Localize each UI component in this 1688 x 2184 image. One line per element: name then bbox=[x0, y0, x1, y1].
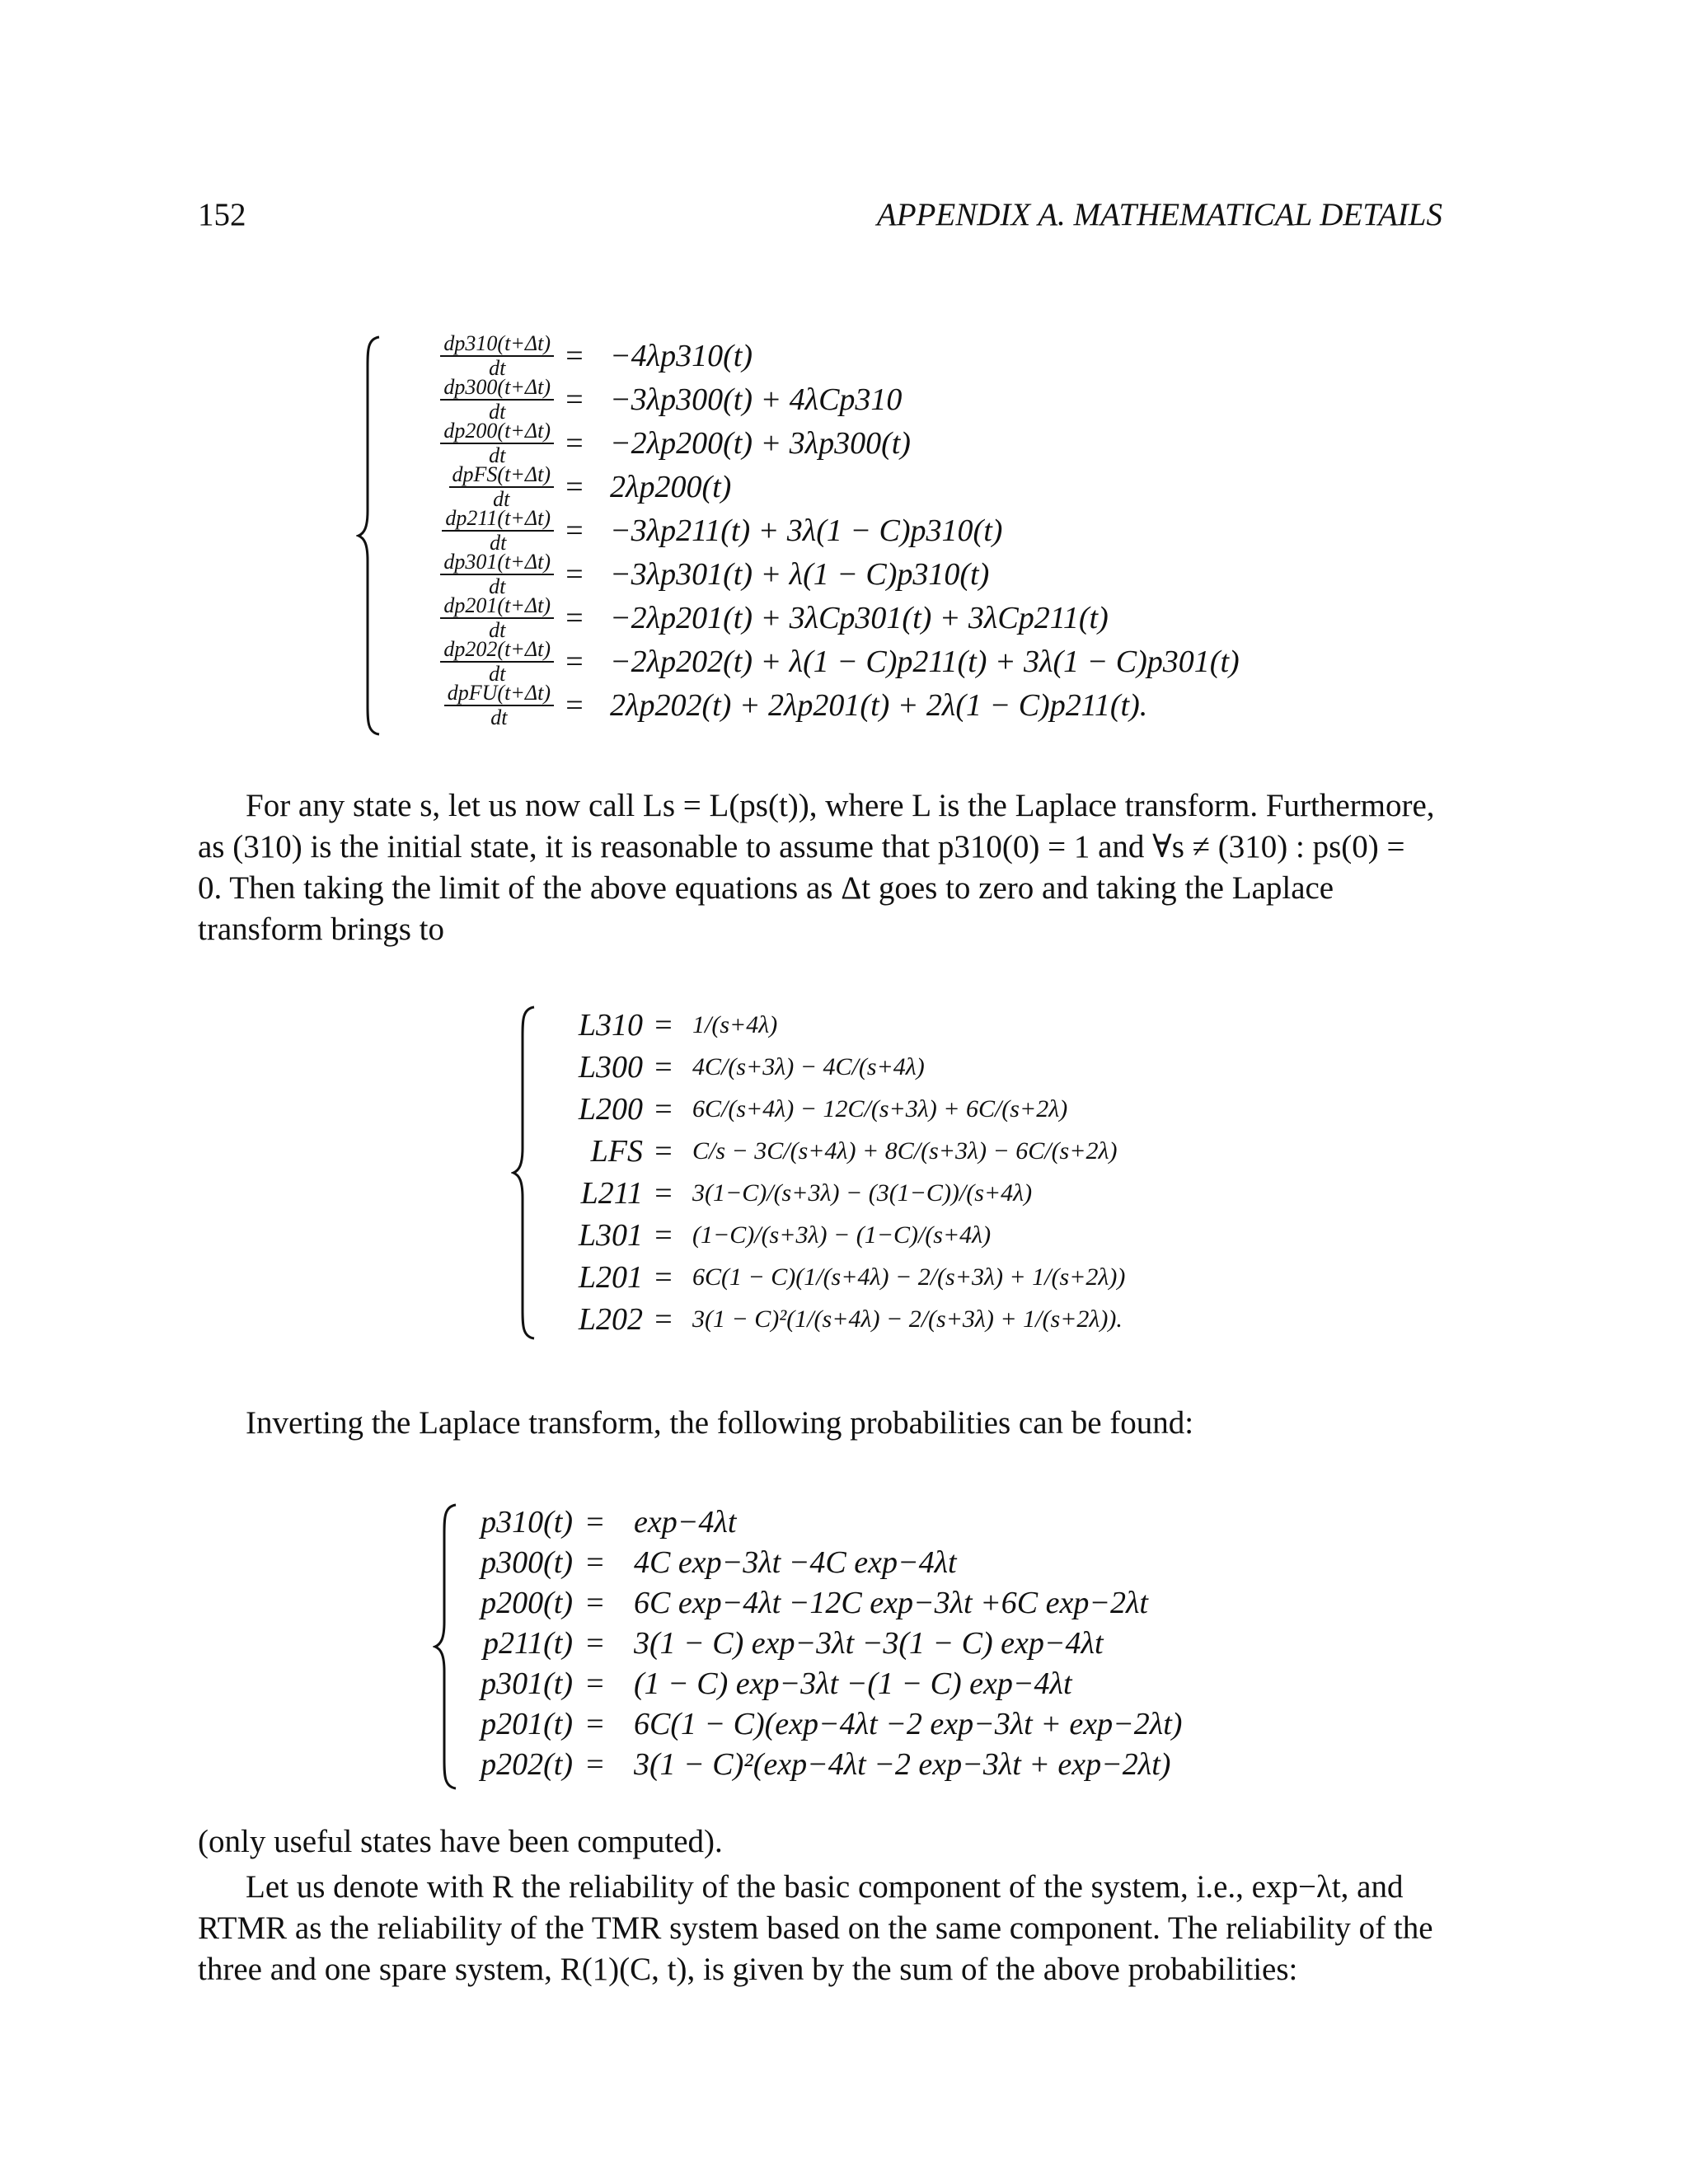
fraction-denominator: dt bbox=[489, 355, 506, 380]
equals-sign: = bbox=[654, 1217, 673, 1253]
equals-sign: = bbox=[654, 1259, 673, 1295]
equals-sign: = bbox=[654, 1007, 673, 1043]
equation-row bbox=[511, 1130, 1187, 1172]
equals-sign: = bbox=[565, 513, 584, 548]
equals-sign: = bbox=[586, 1544, 604, 1580]
equation-lhs bbox=[466, 1663, 573, 1704]
derivative-fraction bbox=[440, 594, 554, 641]
equation-row bbox=[356, 375, 1345, 424]
equation-row bbox=[433, 1744, 1257, 1784]
equation-lhs bbox=[389, 462, 554, 511]
equation-lhs-text: p201(t) bbox=[481, 1706, 573, 1741]
equation-rhs: −3λp211(t) + 3λ(1 − C)p310(t) bbox=[610, 513, 1003, 548]
equation-lhs bbox=[466, 1542, 573, 1582]
equation-row bbox=[511, 1214, 1187, 1256]
equation-row bbox=[511, 1256, 1187, 1298]
equation-system-2 bbox=[511, 1004, 1187, 1350]
text-line: RTMR as the reliability of the TMR system based on the same component. The reliability of the bbox=[198, 1910, 1433, 1946]
equals-sign: = bbox=[565, 425, 584, 461]
equation-row bbox=[433, 1663, 1257, 1704]
equation-row bbox=[511, 1046, 1187, 1088]
paragraph-inverting: Inverting the Laplace transform, the following probabilities can be found: bbox=[246, 1405, 1194, 1441]
equation-lhs bbox=[389, 421, 554, 465]
equation-rhs: −4λp310(t) bbox=[610, 338, 753, 373]
equation-lhs-text: p202(t) bbox=[481, 1746, 573, 1782]
page-number: 152 bbox=[198, 197, 246, 232]
equation-lhs bbox=[466, 1502, 573, 1542]
equation-rhs: −2λp202(t) + λ(1 − C)p211(t) + 3λ(1 − C)p301(t) bbox=[610, 644, 1240, 679]
equals-sign: = bbox=[654, 1049, 673, 1085]
fraction-denominator: dt bbox=[489, 574, 506, 598]
derivative-fraction bbox=[440, 332, 554, 379]
fraction-denominator: dt bbox=[489, 661, 506, 686]
equation-rhs: −3λp300(t) + 4λCp310 bbox=[610, 382, 903, 417]
fraction-numerator: dp202(t+Δt) bbox=[440, 638, 554, 662]
fraction-numerator: dp200(t+Δt) bbox=[440, 419, 554, 443]
equation-lhs-text: L300 bbox=[578, 1049, 643, 1085]
equals-sign: = bbox=[586, 1746, 604, 1782]
equals-sign: = bbox=[654, 1301, 673, 1337]
equation-rhs: (1−C)/(s+3λ) − (1−C)/(s+4λ) bbox=[692, 1221, 992, 1249]
derivative-fraction bbox=[440, 376, 554, 423]
equation-row bbox=[356, 683, 1345, 727]
equation-rhs: −2λp201(t) + 3λCp301(t) + 3λCp211(t) bbox=[610, 600, 1109, 635]
equation-row bbox=[511, 1004, 1187, 1046]
equation-row bbox=[511, 1088, 1187, 1130]
fraction-numerator: dpFU(t+Δt) bbox=[444, 682, 554, 705]
equation-rhs: 1/(s+4λ) bbox=[692, 1010, 778, 1038]
equation-lhs bbox=[544, 1298, 643, 1340]
fraction-numerator: dp300(t+Δt) bbox=[440, 376, 554, 400]
fraction-denominator: dt bbox=[490, 705, 508, 729]
text-line: transform brings to bbox=[198, 912, 444, 947]
equation-row bbox=[433, 1502, 1257, 1542]
equation-lhs-text: p310(t) bbox=[481, 1504, 573, 1540]
fraction-denominator: dt bbox=[489, 617, 506, 642]
fraction-numerator: dp301(t+Δt) bbox=[440, 551, 554, 574]
equation-rhs: 2λp200(t) bbox=[610, 469, 732, 504]
equation-lhs-text: L200 bbox=[578, 1091, 643, 1127]
equation-rhs: 6C/(s+4λ) − 12C/(s+3λ) + 6C/(s+2λ) bbox=[692, 1094, 1068, 1122]
equation-rhs: C/s − 3C/(s+4λ) + 8C/(s+3λ) − 6C/(s+2λ) bbox=[692, 1137, 1118, 1165]
equation-rhs: −3λp301(t) + λ(1 − C)p310(t) bbox=[610, 556, 990, 592]
equation-row bbox=[356, 593, 1345, 642]
paragraph-laplace-intro bbox=[198, 785, 1444, 950]
equation-row bbox=[511, 1172, 1187, 1214]
equation-rhs: 3(1 − C)²(1/(s+4λ) − 2/(s+3λ) + 1/(s+2λ)). bbox=[692, 1305, 1123, 1333]
equation-lhs-text: p300(t) bbox=[481, 1544, 573, 1580]
text-line: 0. Then taking the limit of the above equations as Δt goes to zero and taking the Laplace bbox=[198, 870, 1334, 906]
equation-lhs bbox=[544, 1214, 643, 1256]
equation-lhs-text: L201 bbox=[578, 1259, 643, 1295]
equation-lhs bbox=[544, 1046, 643, 1088]
equals-sign: = bbox=[586, 1504, 604, 1540]
equation-lhs-text: L211 bbox=[580, 1175, 643, 1211]
equation-row bbox=[356, 637, 1345, 686]
equation-lhs-text: p200(t) bbox=[481, 1585, 573, 1620]
equation-lhs bbox=[389, 506, 554, 555]
equation-lhs bbox=[389, 683, 554, 727]
equation-rhs: (1 − C) exp−3λt −(1 − C) exp−4λt bbox=[634, 1666, 1072, 1701]
equation-row bbox=[433, 1623, 1257, 1663]
equation-row bbox=[433, 1704, 1257, 1744]
derivative-fraction bbox=[449, 463, 554, 510]
equation-rhs: exp−4λt bbox=[634, 1504, 737, 1540]
equation-rhs: 6C(1 − C)(exp−4λt −2 exp−3λt + exp−2λt) bbox=[634, 1706, 1183, 1741]
equation-lhs-text: p211(t) bbox=[482, 1625, 573, 1661]
equals-sign: = bbox=[654, 1091, 673, 1127]
running-header: APPENDIX A. MATHEMATICAL DETAILS bbox=[876, 197, 1442, 232]
equation-lhs-text: LFS bbox=[590, 1133, 643, 1169]
equals-sign: = bbox=[586, 1666, 604, 1701]
equation-lhs-text: p301(t) bbox=[481, 1666, 573, 1701]
text-line: three and one spare system, R(1)(C, t), is given by the sum of the above probabilities: bbox=[198, 1952, 1298, 1987]
equals-sign: = bbox=[565, 382, 584, 417]
equation-row bbox=[433, 1542, 1257, 1582]
equation-rhs: 6C exp−4λt −12C exp−3λt +6C exp−2λt bbox=[634, 1585, 1148, 1620]
equation-rhs: 3(1 − C)²(exp−4λt −2 exp−3λt + exp−2λt) bbox=[634, 1746, 1171, 1782]
equation-lhs-text: L301 bbox=[578, 1217, 643, 1253]
equation-lhs bbox=[389, 552, 554, 596]
equation-lhs-text: L310 bbox=[578, 1007, 643, 1043]
equation-row bbox=[356, 506, 1345, 555]
equation-lhs bbox=[389, 331, 554, 380]
equals-sign: = bbox=[586, 1706, 604, 1741]
equation-system-3 bbox=[433, 1502, 1257, 1798]
equals-sign: = bbox=[565, 469, 584, 504]
equation-system-1 bbox=[356, 331, 1345, 746]
equation-row bbox=[356, 421, 1345, 465]
equation-rhs: 6C(1 − C)(1/(s+4λ) − 2/(s+3λ) + 1/(s+2λ)) bbox=[692, 1263, 1126, 1291]
fraction-numerator: dp201(t+Δt) bbox=[440, 594, 554, 618]
text-line: as (310) is the initial state, it is reasonable to assume that p310(0) = 1 and ∀s ≠ (310) : ps(0) = bbox=[198, 829, 1405, 865]
equals-sign: = bbox=[586, 1625, 604, 1661]
equation-rhs: 2λp202(t) + 2λp201(t) + 2λ(1 − C)p211(t). bbox=[610, 687, 1148, 723]
equation-lhs bbox=[466, 1582, 573, 1623]
paragraph-reliability bbox=[198, 1867, 1444, 1990]
equation-lhs bbox=[466, 1744, 573, 1784]
equals-sign: = bbox=[565, 644, 584, 679]
equation-lhs bbox=[544, 1130, 643, 1172]
equation-lhs bbox=[389, 637, 554, 686]
text-line: Let us denote with R the reliability of the basic component of the system, i.e., exp−λt, and bbox=[246, 1869, 1404, 1905]
equation-lhs bbox=[544, 1088, 643, 1130]
text-line: For any state s, let us now call Ls = L(ps(t)), where L is the Laplace transform. Furthermore, bbox=[246, 788, 1435, 823]
equals-sign: = bbox=[565, 338, 584, 373]
equation-lhs bbox=[544, 1004, 643, 1046]
equation-lhs bbox=[544, 1256, 643, 1298]
equals-sign: = bbox=[565, 687, 584, 723]
equation-lhs bbox=[544, 1172, 643, 1214]
equation-row bbox=[433, 1582, 1257, 1623]
equals-sign: = bbox=[565, 556, 584, 592]
derivative-fraction bbox=[444, 682, 554, 729]
equation-rhs: −2λp200(t) + 3λp300(t) bbox=[610, 425, 911, 461]
fraction-numerator: dpFS(t+Δt) bbox=[449, 463, 554, 487]
fraction-numerator: dp310(t+Δt) bbox=[440, 332, 554, 356]
equation-lhs-text: L202 bbox=[578, 1301, 643, 1337]
fraction-denominator: dt bbox=[490, 530, 507, 555]
equation-lhs bbox=[466, 1704, 573, 1744]
fraction-denominator: dt bbox=[493, 486, 510, 511]
equation-lhs bbox=[389, 593, 554, 642]
equation-rhs: 3(1 − C) exp−3λt −3(1 − C) exp−4λt bbox=[634, 1625, 1104, 1661]
derivative-fraction bbox=[440, 551, 554, 598]
equation-lhs bbox=[466, 1623, 573, 1663]
equation-row bbox=[356, 462, 1345, 511]
equals-sign: = bbox=[654, 1133, 673, 1169]
fraction-numerator: dp211(t+Δt) bbox=[442, 507, 554, 531]
equation-row bbox=[511, 1298, 1187, 1340]
derivative-fraction bbox=[442, 507, 554, 554]
derivative-fraction bbox=[440, 638, 554, 685]
fraction-denominator: dt bbox=[489, 443, 506, 467]
paragraph-only-useful: (only useful states have been computed). bbox=[198, 1824, 723, 1859]
fraction-denominator: dt bbox=[489, 399, 506, 424]
derivative-fraction bbox=[440, 419, 554, 466]
equation-rhs: 4C exp−3λt −4C exp−4λt bbox=[634, 1544, 957, 1580]
equation-rhs: 3(1−C)/(s+3λ) − (3(1−C))/(s+4λ) bbox=[692, 1179, 1033, 1207]
equals-sign: = bbox=[565, 600, 584, 635]
equation-row bbox=[356, 552, 1345, 596]
equals-sign: = bbox=[654, 1175, 673, 1211]
equation-row bbox=[356, 331, 1345, 380]
equation-rhs: 4C/(s+3λ) − 4C/(s+4λ) bbox=[692, 1052, 925, 1080]
equation-lhs bbox=[389, 375, 554, 424]
equals-sign: = bbox=[586, 1585, 604, 1620]
